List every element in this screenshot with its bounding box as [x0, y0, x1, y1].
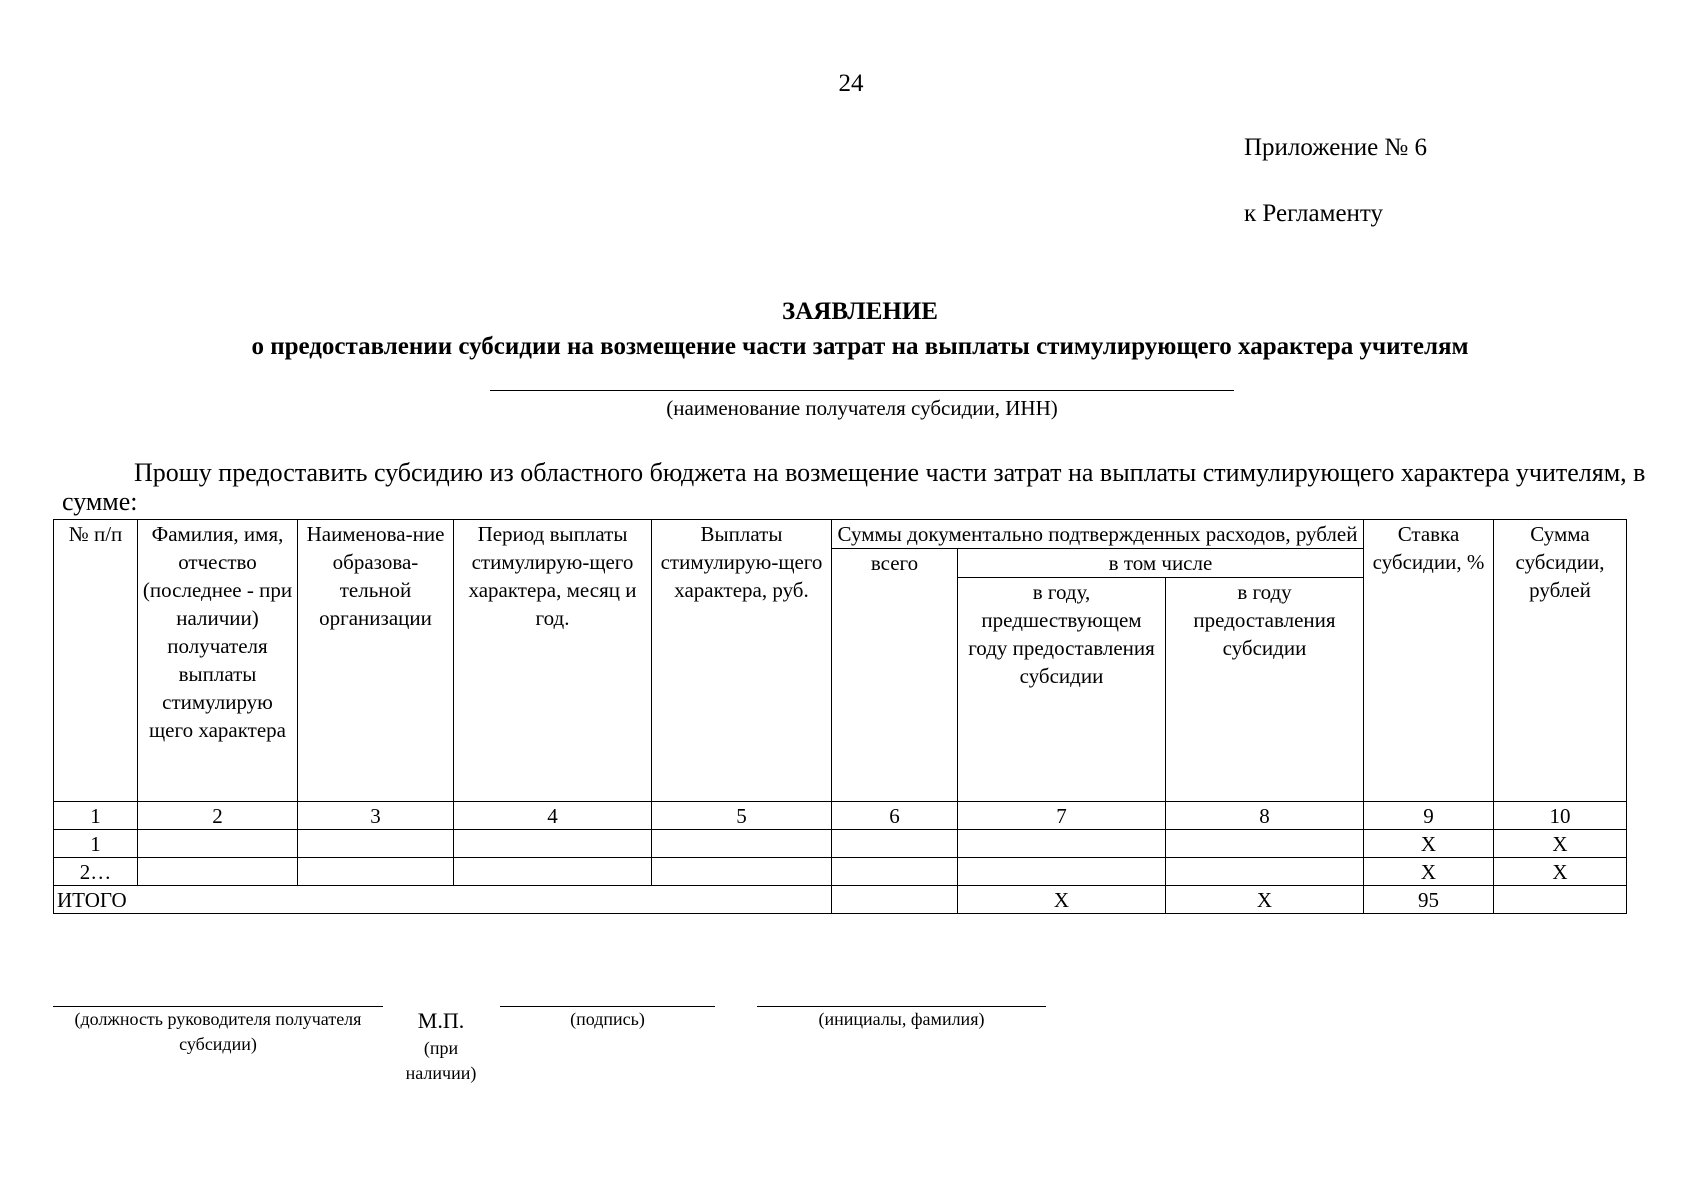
recipient-caption: (наименование получателя субсидии, ИНН) — [666, 396, 1058, 420]
total-label: ИТОГО — [54, 886, 832, 914]
total-rate: 95 — [1364, 886, 1494, 914]
cell-empty — [1166, 830, 1364, 858]
header-number: № п/п — [54, 520, 138, 802]
cell-empty — [652, 830, 832, 858]
cell-rate: X — [1364, 830, 1494, 858]
header-total: всего — [832, 549, 958, 802]
cell-empty — [454, 858, 652, 886]
column-number: 3 — [298, 802, 454, 830]
header-subsidy-year: в году предоставления субсидии — [1166, 578, 1364, 802]
cell-empty — [138, 830, 298, 858]
total-prev-year: X — [958, 886, 1166, 914]
document-title: ЗАЯВЛЕНИЕ — [782, 298, 938, 325]
name-caption: (инициалы, фамилия) — [818, 1009, 985, 1029]
column-number: 1 — [54, 802, 138, 830]
cell-amount: X — [1494, 830, 1627, 858]
appendix-number: Приложение № 6 — [1244, 134, 1428, 161]
cell-empty — [298, 858, 454, 886]
stamp-note: (при наличии) — [405, 1038, 477, 1083]
appendix-reference: к Регламенту — [1244, 200, 1384, 227]
cell-empty — [958, 858, 1166, 886]
total-row — [54, 886, 1627, 914]
recipient-name-line — [490, 390, 1234, 391]
cell-rate: X — [1364, 858, 1494, 886]
table-row — [54, 858, 1627, 886]
header-subsidy-amount: Сумма субсидии, рублей — [1494, 520, 1627, 802]
cell-empty — [832, 830, 958, 858]
column-number: 6 — [832, 802, 958, 830]
column-numbers-row — [54, 802, 1627, 830]
column-number: 8 — [1166, 802, 1364, 830]
header-prev-year: в году, предшествующем году предоставления субсидии — [958, 578, 1166, 802]
cell-empty — [652, 858, 832, 886]
cell-empty — [958, 830, 1166, 858]
stamp-label: М.П. — [417, 1008, 465, 1033]
cell-empty — [832, 858, 958, 886]
cell-empty — [138, 858, 298, 886]
header-organization: Наименова-ние образова-тельной организации — [298, 520, 454, 802]
column-number: 5 — [652, 802, 832, 830]
header-payments: Выплаты стимулирую-щего характера, руб. — [652, 520, 832, 802]
header-subsidy-rate: Ставка субсидии, % — [1364, 520, 1494, 802]
column-number: 9 — [1364, 802, 1494, 830]
cell-amount: X — [1494, 858, 1627, 886]
header-full-name: Фамилия, имя, отчество (последнее - при наличии) получателя выплаты стимулирую щего характера — [138, 520, 298, 802]
page-number: 24 — [838, 70, 864, 97]
request-text: Прошу предоставить субсидию из областного бюджета на возмещение части затрат на выплаты стимулирующего характера учителям, в сумме: — [62, 458, 1646, 516]
cell-empty — [454, 830, 652, 858]
column-number: 7 — [958, 802, 1166, 830]
subsidy-table — [53, 519, 1627, 914]
column-number: 4 — [454, 802, 652, 830]
row-number: 1 — [54, 830, 138, 858]
row-number: 2… — [54, 858, 138, 886]
signature-caption: (подпись) — [570, 1009, 645, 1029]
total-subsidy-year: X — [1166, 886, 1364, 914]
column-number: 2 — [138, 802, 298, 830]
header-including: в том числе — [958, 549, 1364, 578]
cell-empty — [1494, 886, 1627, 914]
header-payment-period: Период выплаты стимулирую-щего характера, месяц и год. — [454, 520, 652, 802]
cell-empty — [1166, 858, 1364, 886]
table-row — [54, 830, 1627, 858]
cell-empty — [298, 830, 454, 858]
cell-empty — [832, 886, 958, 914]
column-number: 10 — [1494, 802, 1627, 830]
document-subtitle: о предоставлении субсидии на возмещение части затрат на выплаты стимулирующего характера учителям — [251, 333, 1469, 360]
header-confirmed-expenses: Суммы документально подтвержденных расходов, рублей — [832, 520, 1364, 549]
position-caption: (должность руководителя получателя субсидии) — [74, 1009, 362, 1054]
header-row-1 — [54, 520, 1627, 549]
